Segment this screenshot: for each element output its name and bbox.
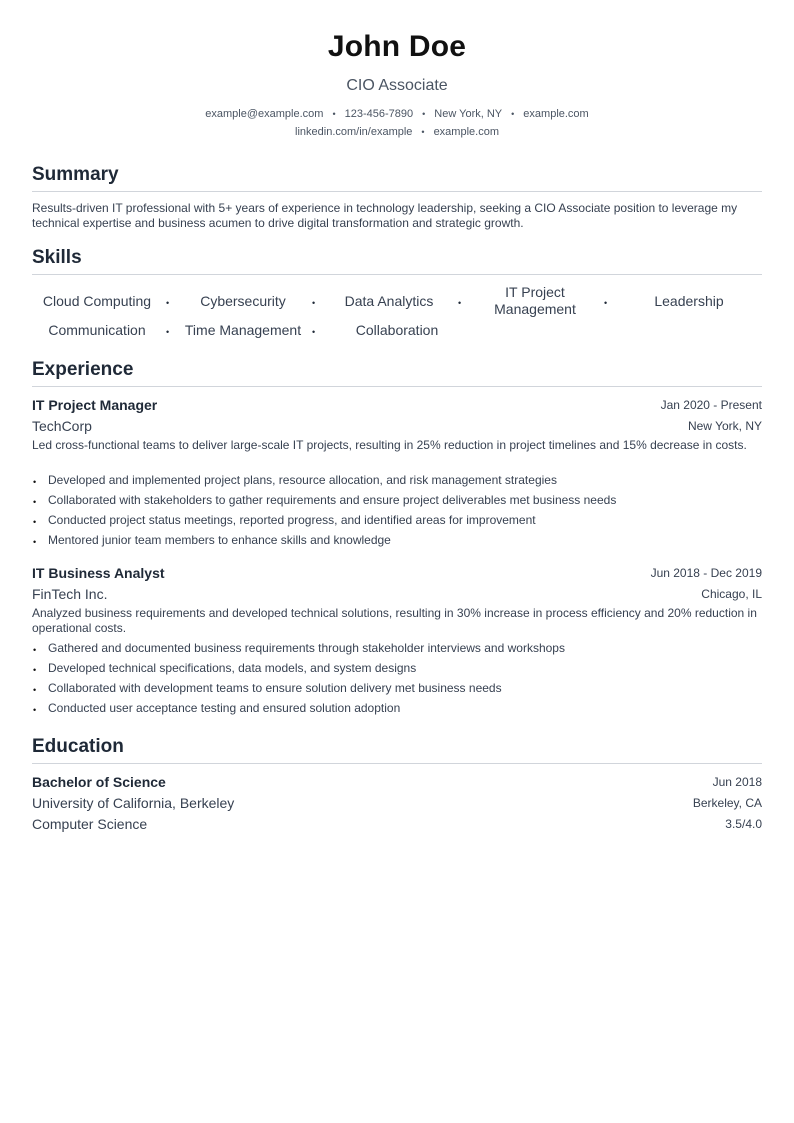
separator-dot-icon: • [332, 109, 336, 119]
job-dates: Jun 2018 - Dec 2019 [650, 566, 762, 580]
contact-website-2[interactable]: example.com [433, 126, 499, 138]
job-bullet-list [32, 470, 762, 550]
job-location: Chicago, IL [701, 587, 762, 601]
list-item: • Collaborated with stakeholders to gather requirements and ensure project deliverables met business needs [32, 490, 762, 510]
section-title-skills: Skills [32, 247, 762, 275]
bullet-icon: • [33, 685, 37, 695]
skill-item: Communication [48, 322, 146, 338]
separator-dot-icon: • [511, 109, 515, 119]
job-description: Analyzed business requirements and developed technical solutions, resulting in 30% increase in process efficiency and 20% reduction in operational costs. [32, 606, 757, 635]
contact-line-1 [32, 108, 762, 120]
job-title: IT Project Manager [32, 397, 158, 413]
edu-location: Berkeley, CA [692, 796, 762, 810]
skill-item: Leadership [654, 293, 724, 309]
separator-dot-icon: • [422, 109, 426, 119]
contact-linkedin[interactable]: linkedin.com/in/example [295, 126, 413, 138]
list-item: • Developed and implemented project plans, resource allocation, and risk management strategies [32, 470, 762, 490]
edu-date: Jun 2018 [712, 775, 762, 789]
job-description: Led cross-functional teams to deliver large-scale IT projects, resulting in 25% reduction in project timelines and 15% decrease in costs. [32, 438, 747, 452]
skill-bullet-icon: • [312, 327, 316, 337]
list-item: • Collaborated with development teams to ensure solution delivery met business needs [32, 678, 762, 698]
summary-text: Results-driven IT professional with 5+ years of experience in technology leadership, seeking a CIO Associate position to leverage my technical expertise and business acumen to drive digital transformation and strategic growth. [32, 201, 738, 230]
list-item: • Conducted user acceptance testing and ensured solution adoption [32, 698, 762, 718]
bullet-icon: • [33, 517, 37, 527]
list-item: • Conducted project status meetings, reported progress, and identified areas for improvement [32, 510, 762, 530]
job-company: FinTech Inc. [32, 586, 108, 602]
bullet-icon: • [33, 665, 37, 675]
list-item: • Mentored junior team members to enhance skills and knowledge [32, 530, 762, 550]
skill-item: Cybersecurity [200, 293, 286, 309]
skill-bullet-icon: • [312, 298, 316, 308]
separator-dot-icon: • [421, 127, 425, 137]
skill-bullet-icon: • [166, 327, 170, 337]
contact-location: New York, NY [434, 108, 503, 120]
edu-field: Computer Science [32, 816, 148, 832]
edu-school: University of California, Berkeley [32, 795, 235, 811]
skills-row-2 [32, 322, 762, 362]
section-title-summary: Summary [32, 164, 762, 192]
job-dates: Jan 2020 - Present [660, 398, 762, 412]
bullet-icon: • [33, 497, 37, 507]
contact-email[interactable]: example@example.com [205, 108, 324, 120]
bullet-icon: • [33, 645, 37, 655]
job-location: New York, NY [687, 419, 762, 433]
skill-item: Time Management [184, 322, 302, 338]
list-item: • Developed technical specifications, data models, and system designs [32, 658, 762, 678]
section-title-experience: Experience [32, 359, 762, 387]
bullet-icon: • [33, 477, 37, 487]
bullet-icon: • [33, 705, 37, 715]
bullet-icon: • [33, 537, 37, 547]
edu-degree: Bachelor of Science [32, 774, 166, 790]
list-item: • Gathered and documented business requirements through stakeholder interviews and workshops [32, 638, 762, 658]
contact-phone[interactable]: 123-456-7890 [344, 108, 414, 120]
job-company: TechCorp [32, 418, 92, 434]
job-bullet-list [32, 638, 762, 718]
edu-gpa: 3.5/4.0 [725, 817, 762, 831]
skills-row-1 [32, 284, 762, 324]
skill-item: Collaboration [355, 322, 439, 338]
skill-item: Data Analytics [344, 293, 434, 309]
job-title: IT Business Analyst [32, 565, 165, 581]
resume-role: CIO Associate [346, 77, 448, 94]
skill-item: Cloud Computing [42, 293, 152, 309]
contact-website[interactable]: example.com [523, 108, 589, 120]
skill-bullet-icon: • [458, 298, 462, 308]
resume-name: John Doe [327, 30, 467, 63]
contact-line-2 [32, 126, 762, 138]
skill-item: IT Project Management [494, 284, 576, 317]
skill-bullet-icon: • [166, 298, 170, 308]
section-title-education: Education [32, 736, 762, 764]
skill-bullet-icon: • [604, 298, 608, 308]
